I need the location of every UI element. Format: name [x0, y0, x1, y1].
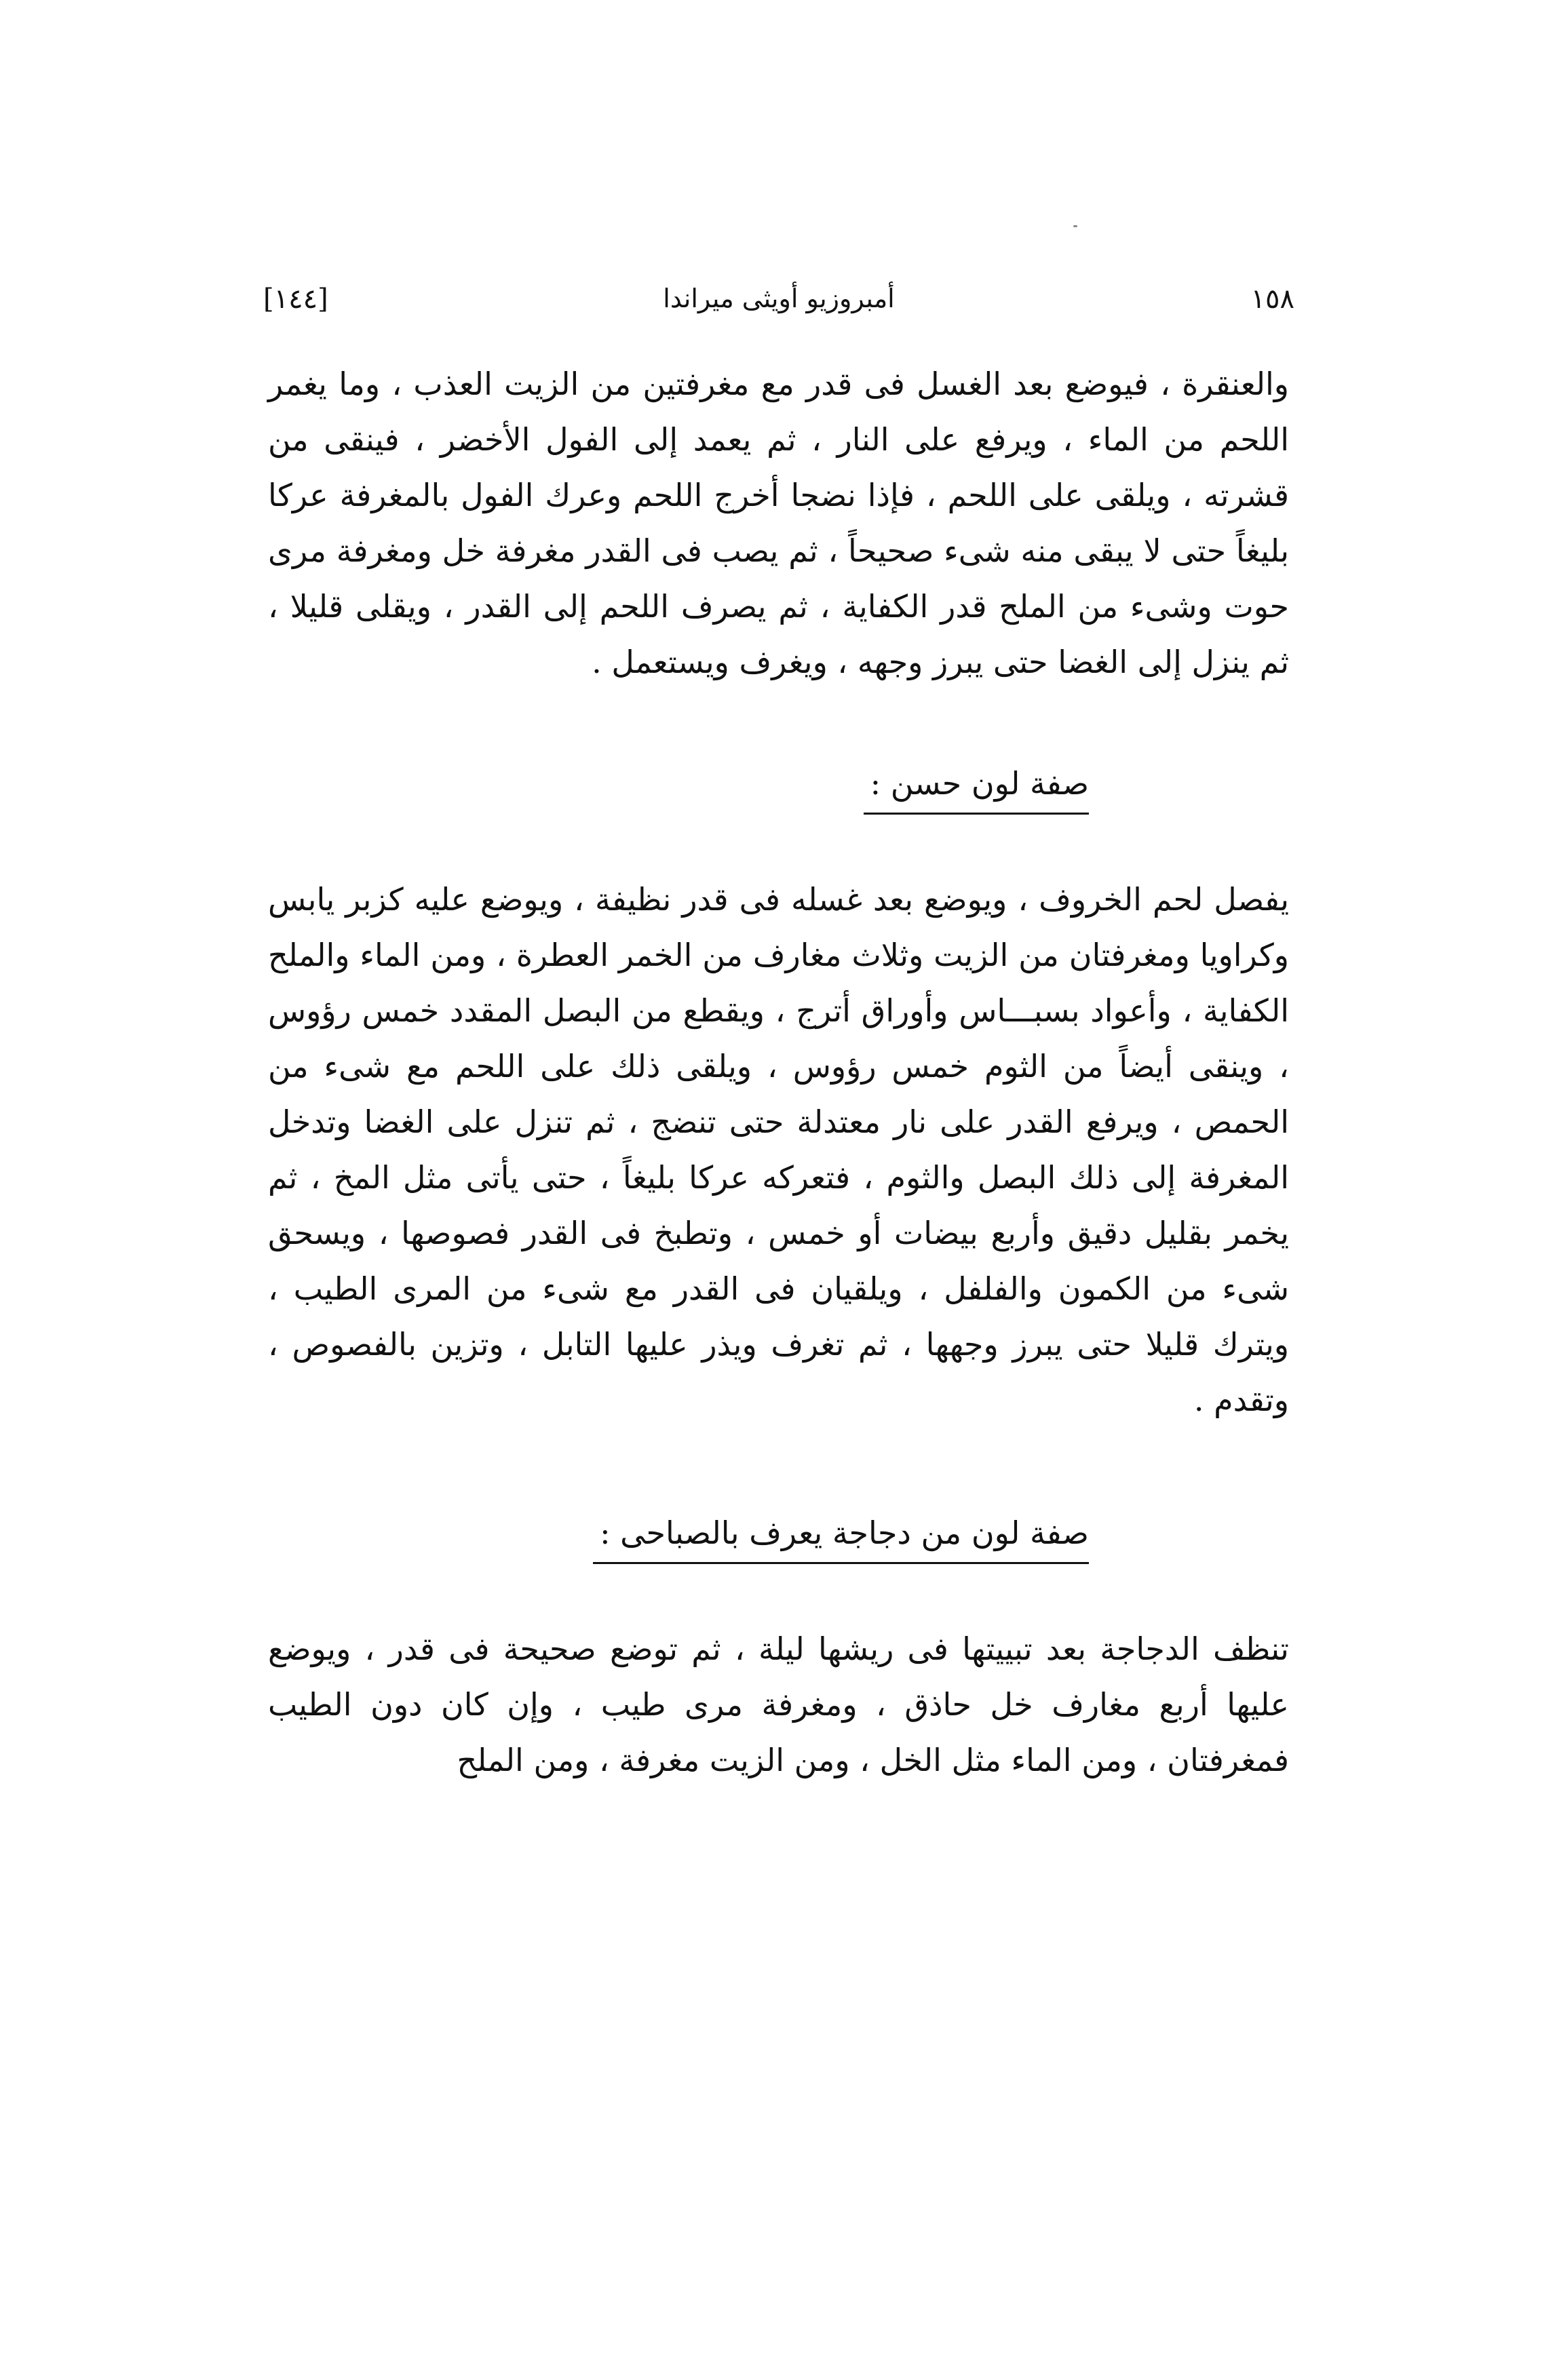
recipe-heading: [593, 1509, 1089, 1564]
ink-speck: [1073, 225, 1077, 227]
recipe-heading-text: صفة لون من دجاجة يعرف بالصباحى :: [593, 1509, 1089, 1564]
paragraph: تنظف الدجاجة بعد تبييتها فى ريشها ليلة ، ثم توضع صحيحة فى قدر ، ويوضع عليها أربع مغارف خل حاذق ، ومغرفة مرى طيب ، وإن كان دون الطيب فمغرفتان ، ومن الماء مثل الخل ، ومن الزيت مغرفة ، ومن الملح: [268, 1631, 1289, 1778]
page-number: ١٥٨: [1250, 284, 1294, 315]
recipe-text-continued: [268, 356, 1289, 690]
recipe-text: [268, 872, 1289, 1428]
running-title: أمبروزيو أويثى ميراندا: [663, 284, 895, 313]
paragraph: يفصل لحم الخروف ، ويوضع بعد غسله فى قدر نظيفة ، ويوضع عليه كزبر يابس وكراويا ومغرفتان من الزيت وثلاث مغارف من الخمر العطرة ، ومن الماء والملح الكفاية ، وأعواد بسبـــاس وأوراق أترج ، ويقطع من البصل المقدد خمس رؤوس ، وينقى أيضاً من الثوم خمس رؤوس ، ويلقى ذلك على اللحم مع شىء من الحمص ، ويرفع القدر على نار معتدلة حتى تنضج ، ثم تنزل على الغضا وتدخل المغرفة إلى ذلك البصل والثوم ، فتعركه عركا بليغاً ، حتى يأتى مثل المخ ، ثم يخمر بقليل دقيق وأربع بيضات أو خمس ، وتطبخ فى القدر فصوصها ، ويسحق شىء من الكمون والفلفل ، ويلقيان فى القدر مع شىء من المرى الطيب ، ويترك قليلا حتى يبرز وجهها ، ثم تغرف ويذر عليها التابل ، وتزين بالفصوص ، وتقدم .: [268, 881, 1290, 1418]
recipe-heading: [864, 760, 1089, 815]
original-page-number: [١٤٤]: [263, 284, 328, 315]
page-header: [263, 284, 1294, 331]
paragraph: والعنقرة ، فيوضع بعد الغسل فى قدر مع مغرفتين من الزيت العذب ، وما يغمر اللحم من الماء ، ويرفع على النار ، ثم يعمد إلى الفول الأخضر ، فينقى من قشرته ، ويلقى على اللحم ، فإذا نضجا أخرج اللحم وعرك الفول بالمغرفة عركا بليغاً حتى لا يبقى منه شىء صحيحاً ، ثم يصب فى القدر مغرفة خل ومغرفة مرى حوت وشىء من الملح قدر الكفاية ، ثم يصرف اللحم إلى القدر ، ويقلى قليلا ، ثم ينزل إلى الغضا حتى يبرز وجهه ، ويغرف ويستعمل .: [268, 366, 1289, 680]
recipe-heading-text: صفة لون حسن :: [864, 760, 1089, 815]
recipe-text: [268, 1621, 1289, 1788]
